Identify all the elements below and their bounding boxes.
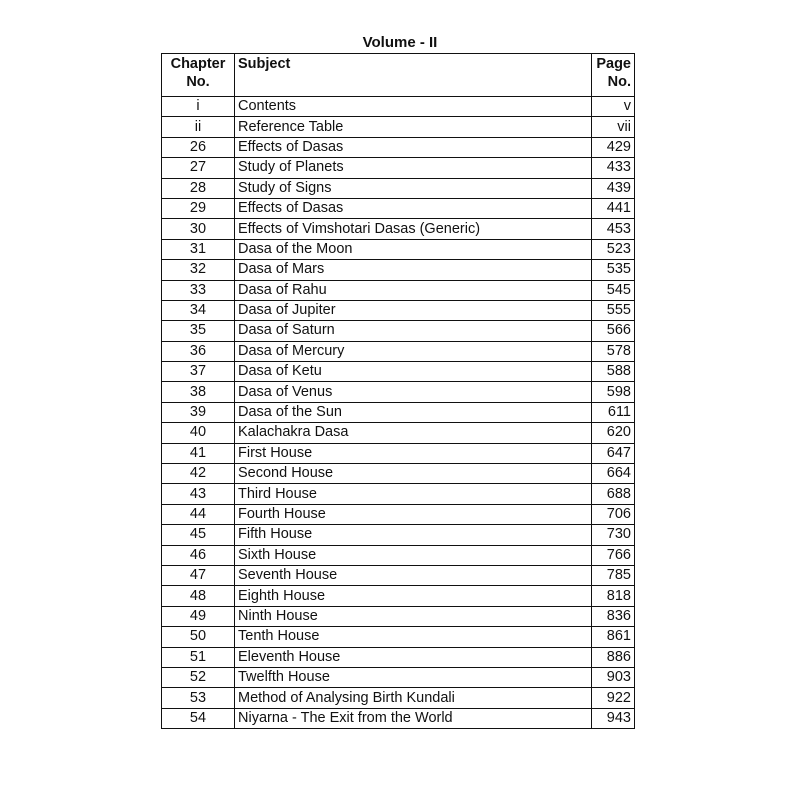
cell-page: 523 (592, 239, 635, 259)
table-row (162, 504, 635, 524)
cell-chapter: 46 (162, 545, 235, 565)
table-row (162, 137, 635, 157)
cell-subject: Dasa of the Sun (235, 402, 592, 422)
table-row (162, 402, 635, 422)
cell-subject: Effects of Dasas (235, 137, 592, 157)
cell-subject: Effects of Dasas (235, 198, 592, 218)
cell-chapter: 43 (162, 484, 235, 504)
table-row (162, 321, 635, 341)
cell-chapter: 35 (162, 321, 235, 341)
volume-title: Volume - II (362, 34, 438, 51)
header-page (592, 54, 635, 97)
cell-chapter: 34 (162, 300, 235, 320)
cell-subject: Study of Signs (235, 178, 592, 198)
cell-subject: Effects of Vimshotari Dasas (Generic) (235, 219, 592, 239)
header-chapter (162, 54, 235, 97)
cell-page: 433 (592, 158, 635, 178)
cell-chapter: i (162, 97, 235, 117)
table-row (162, 382, 635, 402)
cell-subject: Seventh House (235, 565, 592, 585)
cell-subject: Method of Analysing Birth Kundali (235, 688, 592, 708)
cell-subject: Dasa of Jupiter (235, 300, 592, 320)
cell-page: 766 (592, 545, 635, 565)
table-row (162, 198, 635, 218)
cell-chapter: 39 (162, 402, 235, 422)
cell-subject: Dasa of Saturn (235, 321, 592, 341)
cell-chapter: 33 (162, 280, 235, 300)
cell-page: 818 (592, 586, 635, 606)
cell-subject: Eighth House (235, 586, 592, 606)
cell-chapter: 50 (162, 627, 235, 647)
table-row (162, 484, 635, 504)
cell-chapter: 30 (162, 219, 235, 239)
cell-page: 545 (592, 280, 635, 300)
cell-chapter: 32 (162, 260, 235, 280)
cell-chapter: 41 (162, 443, 235, 463)
cell-page: 836 (592, 606, 635, 626)
cell-subject: Dasa of Ketu (235, 362, 592, 382)
cell-page: 620 (592, 423, 635, 443)
table-row (162, 667, 635, 687)
table-row (162, 260, 635, 280)
table-row (162, 239, 635, 259)
table-row (162, 565, 635, 585)
cell-chapter: 51 (162, 647, 235, 667)
cell-subject: Second House (235, 464, 592, 484)
table-row (162, 443, 635, 463)
cell-subject: Niyarna - The Exit from the World (235, 708, 592, 728)
header-page-line2: No. (607, 74, 631, 90)
cell-page: 535 (592, 260, 635, 280)
cell-chapter: 44 (162, 504, 235, 524)
cell-page: 611 (592, 402, 635, 422)
cell-chapter: 27 (162, 158, 235, 178)
table-row (162, 280, 635, 300)
table-row (162, 647, 635, 667)
table-row (162, 300, 635, 320)
cell-chapter: 29 (162, 198, 235, 218)
cell-subject: Tenth House (235, 627, 592, 647)
cell-subject: Dasa of Rahu (235, 280, 592, 300)
cell-subject: Dasa of Mercury (235, 341, 592, 361)
cell-page: 439 (592, 178, 635, 198)
cell-subject: Fifth House (235, 525, 592, 545)
cell-chapter: 28 (162, 178, 235, 198)
header-chapter-line1: Chapter (170, 56, 226, 72)
table-row (162, 586, 635, 606)
table-row (162, 708, 635, 728)
table-row (162, 423, 635, 443)
cell-chapter: 53 (162, 688, 235, 708)
cell-subject: Eleventh House (235, 647, 592, 667)
cell-page: 943 (592, 708, 635, 728)
cell-page: v (592, 97, 635, 117)
cell-subject: Kalachakra Dasa (235, 423, 592, 443)
cell-page: 578 (592, 341, 635, 361)
cell-subject: Dasa of Venus (235, 382, 592, 402)
cell-page: 453 (592, 219, 635, 239)
cell-chapter: 52 (162, 667, 235, 687)
cell-subject: Study of Planets (235, 158, 592, 178)
cell-chapter: 42 (162, 464, 235, 484)
cell-chapter: 38 (162, 382, 235, 402)
cell-page: 429 (592, 137, 635, 157)
table-row (162, 158, 635, 178)
cell-subject: First House (235, 443, 592, 463)
table-row (162, 464, 635, 484)
cell-subject: Reference Table (235, 117, 592, 137)
table-row (162, 219, 635, 239)
cell-chapter: 48 (162, 586, 235, 606)
cell-subject: Ninth House (235, 606, 592, 626)
contents-table (161, 53, 635, 729)
table-row (162, 178, 635, 198)
cell-chapter: 37 (162, 362, 235, 382)
cell-subject: Fourth House (235, 504, 592, 524)
cell-page: 647 (592, 443, 635, 463)
cell-subject: Contents (235, 97, 592, 117)
cell-chapter: ii (162, 117, 235, 137)
cell-page: 922 (592, 688, 635, 708)
cell-chapter: 49 (162, 606, 235, 626)
cell-chapter: 36 (162, 341, 235, 361)
cell-page: 664 (592, 464, 635, 484)
header-chapter-line2: No. (186, 74, 210, 90)
table-row (162, 545, 635, 565)
table-row (162, 362, 635, 382)
cell-subject: Twelfth House (235, 667, 592, 687)
header-page-line1: Page (596, 56, 631, 72)
table-row (162, 525, 635, 545)
cell-page: vii (592, 117, 635, 137)
cell-page: 886 (592, 647, 635, 667)
table-row (162, 606, 635, 626)
cell-page: 688 (592, 484, 635, 504)
cell-page: 706 (592, 504, 635, 524)
cell-page: 861 (592, 627, 635, 647)
table-row (162, 117, 635, 137)
cell-chapter: 40 (162, 423, 235, 443)
cell-chapter: 45 (162, 525, 235, 545)
cell-subject: Third House (235, 484, 592, 504)
cell-subject: Dasa of Mars (235, 260, 592, 280)
cell-chapter: 54 (162, 708, 235, 728)
cell-page: 588 (592, 362, 635, 382)
table-row (162, 97, 635, 117)
cell-page: 903 (592, 667, 635, 687)
cell-page: 785 (592, 565, 635, 585)
cell-page: 598 (592, 382, 635, 402)
cell-page: 555 (592, 300, 635, 320)
cell-chapter: 47 (162, 565, 235, 585)
cell-chapter: 26 (162, 137, 235, 157)
cell-page: 566 (592, 321, 635, 341)
table-row (162, 341, 635, 361)
cell-page: 441 (592, 198, 635, 218)
table-row (162, 688, 635, 708)
cell-subject: Dasa of the Moon (235, 239, 592, 259)
cell-subject: Sixth House (235, 545, 592, 565)
header-subject: Subject (235, 54, 592, 97)
cell-chapter: 31 (162, 239, 235, 259)
table-row (162, 627, 635, 647)
table-header-row (162, 54, 635, 97)
cell-page: 730 (592, 525, 635, 545)
